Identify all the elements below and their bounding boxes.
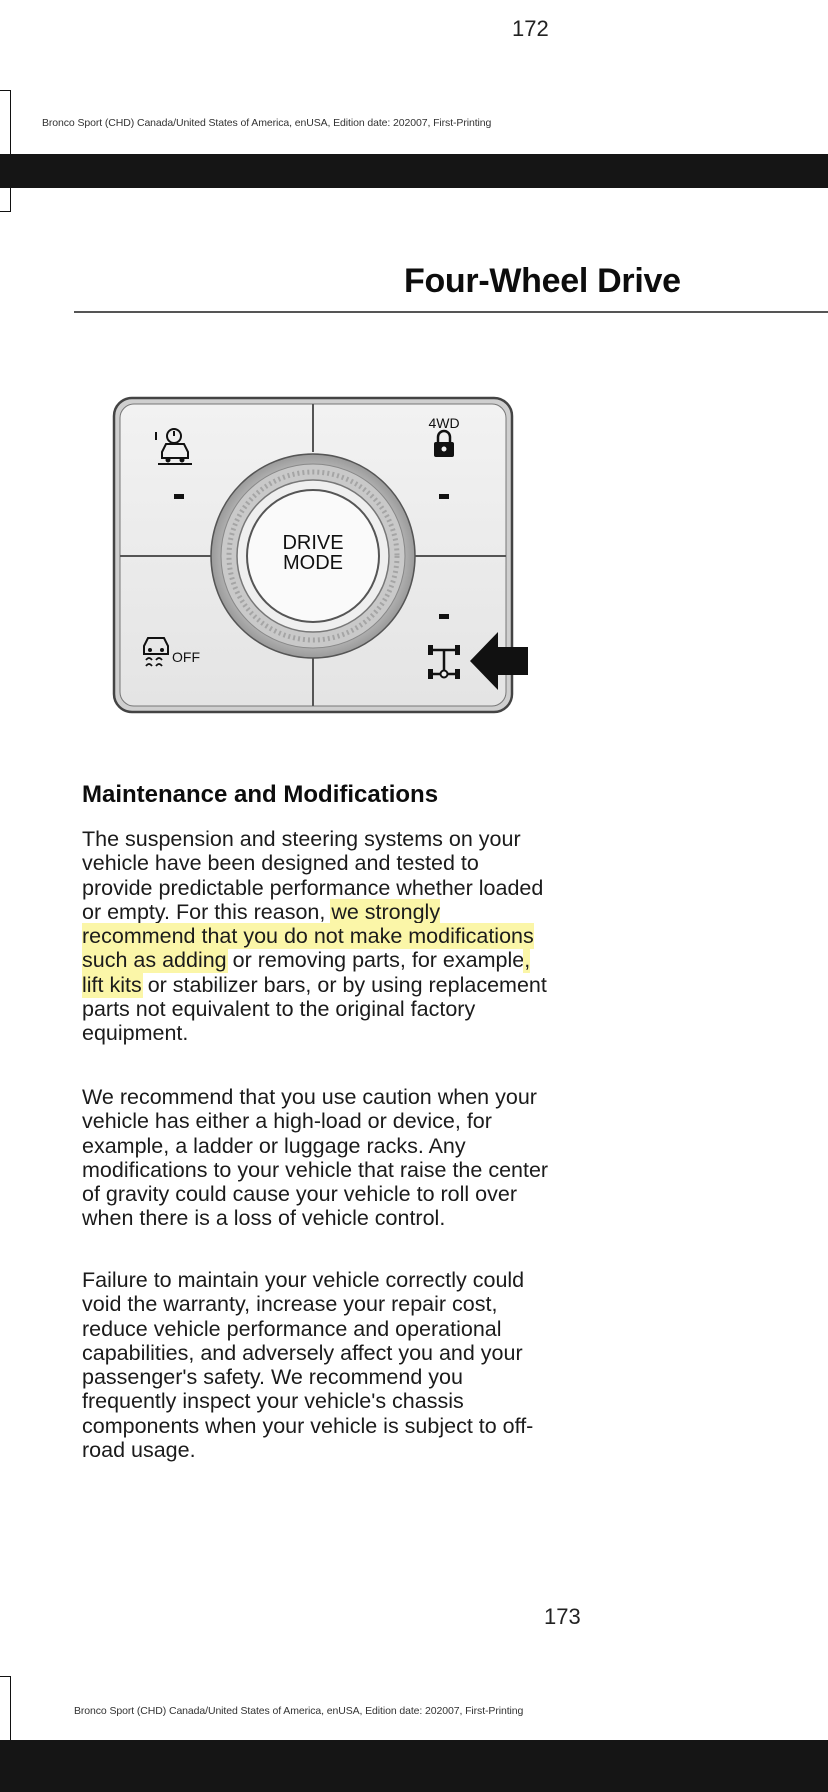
knob-label-mode: MODE — [283, 552, 343, 574]
paragraph-1 — [82, 827, 552, 1046]
section-heading: Maintenance and Modifications — [82, 781, 439, 808]
mode-indicator-bottom-right — [439, 614, 449, 619]
paragraph-1-text-c: or stabilizer bars, or by using replacement parts not equivalent to the original factory equipment. — [82, 972, 547, 1046]
pointer-arrow-icon — [470, 630, 530, 692]
crop-mark-top — [0, 90, 11, 212]
paragraph-2: We recommend that you use caution when your vehicle has either a high-load or device, for example, a ladder or luggage racks. Any modifications to your vehicle that raise the center of gravity could cause your vehicle to roll over when there is a loss of vehicle control. — [82, 1085, 549, 1231]
highlighted-text-lift-kits: , lift kits — [82, 948, 531, 997]
off-label: OFF — [172, 649, 200, 665]
title-rule — [74, 311, 828, 313]
four-wd-label: 4WD — [428, 415, 460, 431]
section-title: Four-Wheel Drive — [404, 262, 681, 300]
top-page-footer: Bronco Sport (CHD) Canada/United States of America, enUSA, Edition date: 202007, First-Printing — [42, 117, 492, 129]
bottom-page-footer: Bronco Sport (CHD) Canada/United States of America, enUSA, Edition date: 202007, First-Printing — [74, 1705, 524, 1717]
top-black-bar — [0, 154, 828, 188]
drive-mode-figure — [108, 392, 534, 722]
paragraph-1-text-b: or removing parts, for example — [226, 948, 525, 973]
mode-indicator-top-right — [439, 494, 449, 499]
knob-label-drive: DRIVE — [282, 532, 344, 554]
top-page-number: 172 — [512, 16, 549, 41]
paragraph-1-text-a: The suspension and steering systems on your vehicle have been designed and tested to provide predictable performance whether loaded or empty. For this reason, — [82, 827, 544, 924]
highlighted-text-recommendation: we strongly recommend that you do not make modifications such as adding — [82, 899, 534, 973]
mode-indicator-top-left — [174, 494, 184, 499]
bottom-page-number: 173 — [544, 1604, 581, 1629]
paragraph-3: Failure to maintain your vehicle correctly could void the warranty, increase your repair cost, reduce vehicle performance and operational capabilities, and adversely affect you and your passenger's safety. We recommend you frequently inspect your vehicle's chassis components when your vehicle is subject to off-road usage. — [82, 1268, 534, 1463]
bottom-black-bar — [0, 1740, 828, 1792]
